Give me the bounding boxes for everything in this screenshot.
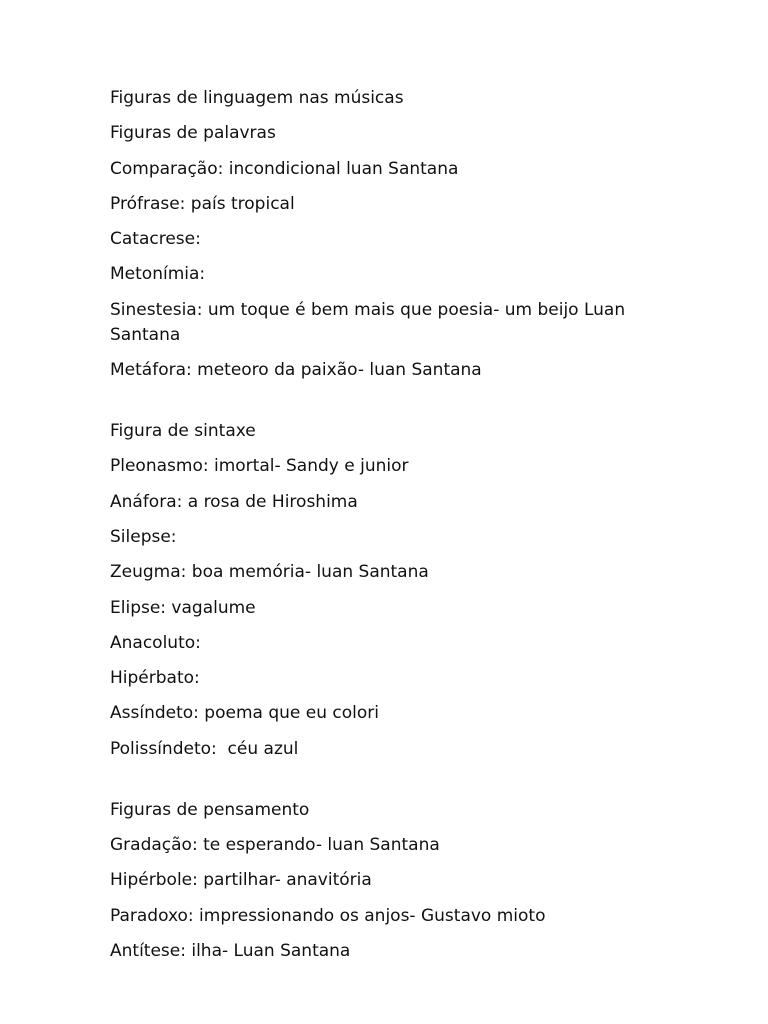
list-item: Metáfora: meteoro da paixão- luan Santana <box>110 360 482 381</box>
list-item: Pleonasmo: imortal- Sandy e junior <box>110 456 409 477</box>
list-item: Polissíndeto: céu azul <box>110 738 299 759</box>
document-title: Figuras de linguagem nas músicas <box>110 88 404 108</box>
list-item: Anáfora: a rosa de Hiroshima <box>110 491 358 512</box>
section-heading: Figuras de palavras <box>110 123 276 144</box>
list-item: Elipse: vagalume <box>110 597 256 618</box>
list-item: Hipérbato: <box>110 668 200 689</box>
list-item: Hipérbole: partilhar- anavitória <box>110 870 372 891</box>
list-item: Sinestesia: um toque é bem mais que poesia- um beijo Luan Santana <box>110 299 626 345</box>
section-figura-de-sintaxe <box>110 419 670 762</box>
list-item: Gradação: te esperando- luan Santana <box>110 835 440 856</box>
list-item: Metonímia: <box>110 264 206 285</box>
section-heading: Figura de sintaxe <box>110 421 256 442</box>
list-item: Comparação: incondicional luan Santana <box>110 158 459 179</box>
section-heading: Figuras de pensamento <box>110 799 310 820</box>
section-spacer <box>110 762 670 798</box>
document-page <box>110 86 670 964</box>
list-item: Anacoluto: <box>110 632 201 653</box>
list-item: Zeugma: boa memória- luan Santana <box>110 562 429 583</box>
list-item: Prófrase: país tropical <box>110 193 295 214</box>
section-figuras-de-pensamento <box>110 798 670 964</box>
list-item: Paradoxo: impressionando os anjos- Gustavo mioto <box>110 905 546 926</box>
list-item: Silepse: <box>110 526 177 547</box>
list-item: Catacrese: <box>110 229 201 250</box>
section-spacer <box>110 383 670 419</box>
section-figuras-de-palavras <box>110 86 670 383</box>
list-item: Antítese: ilha- Luan Santana <box>110 940 351 961</box>
list-item: Assíndeto: poema que eu colori <box>110 703 379 724</box>
